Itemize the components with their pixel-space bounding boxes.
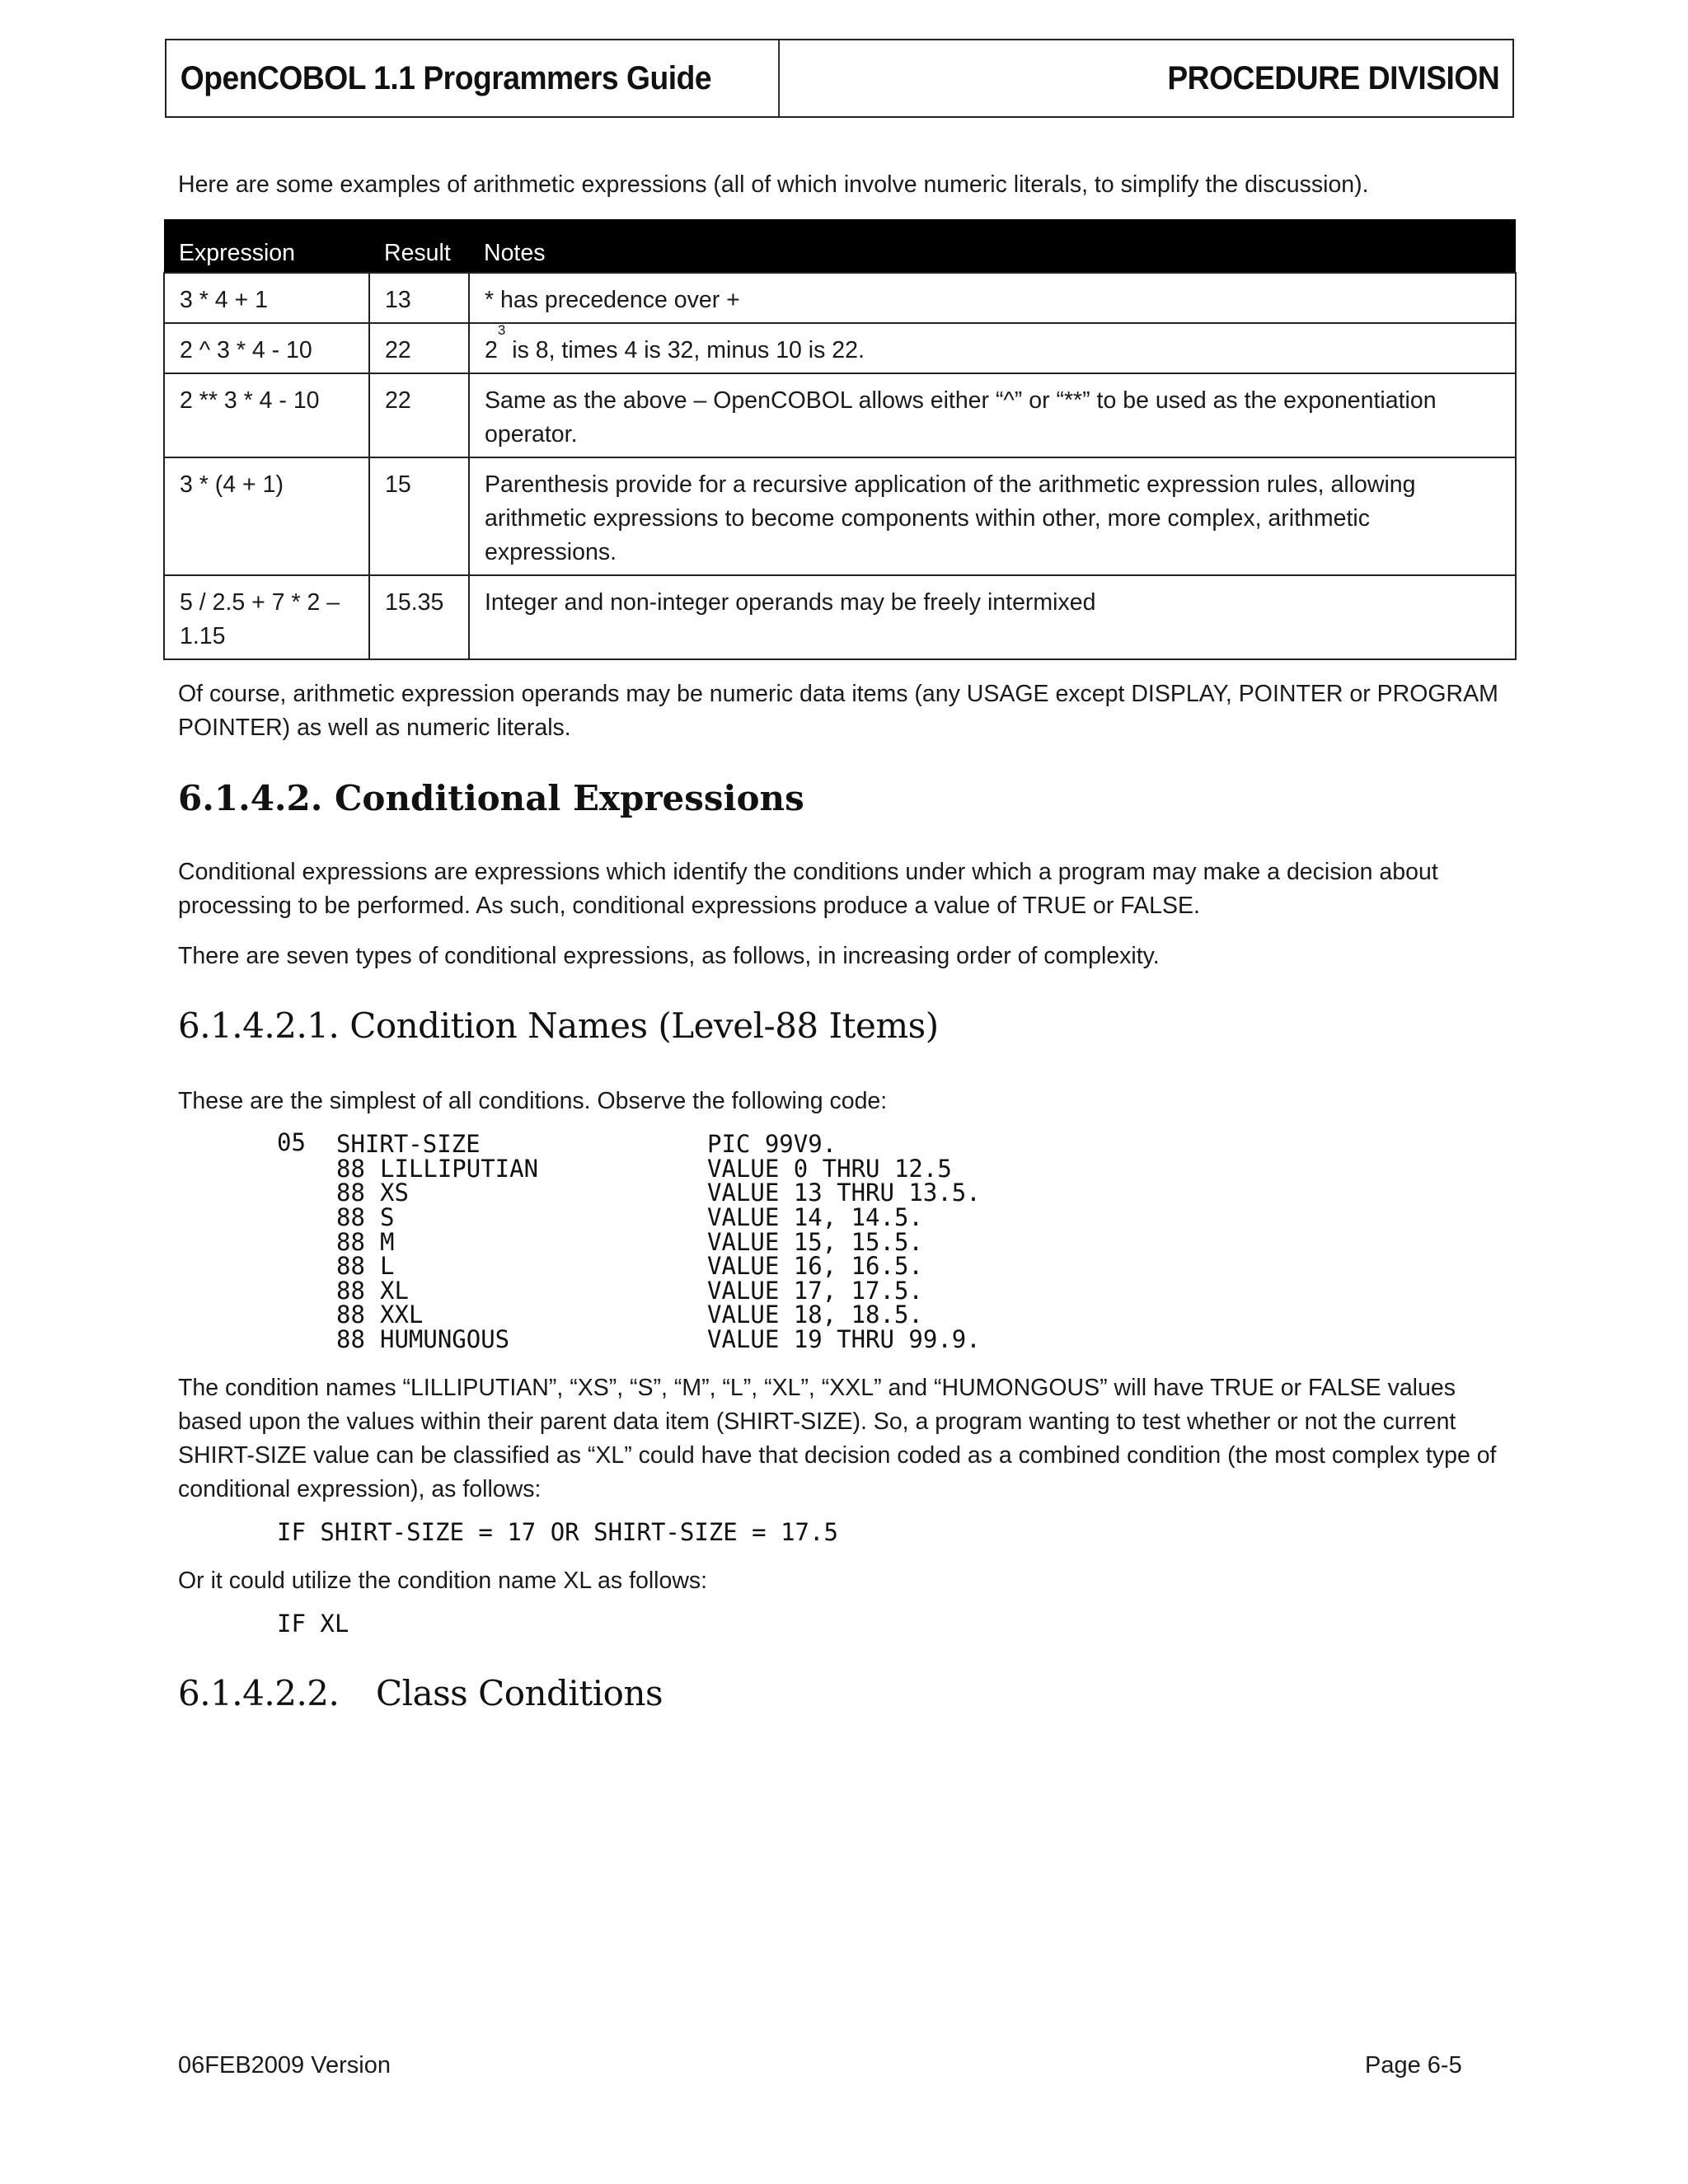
code-clause: VALUE 17, 17.5.	[707, 1277, 923, 1305]
notes-base: 2	[485, 337, 498, 363]
footer-version: 06FEB2009 Version	[178, 2052, 391, 2079]
page-header	[165, 39, 1514, 118]
table-row	[164, 323, 1516, 373]
code-level: 88	[336, 1228, 365, 1256]
section-heading-conditional-expressions: 6.1.4.2. Conditional Expressions	[178, 778, 804, 818]
table-row	[164, 457, 1516, 575]
code-level: 88	[336, 1203, 365, 1231]
cell-expression: 3 * (4 + 1)	[164, 457, 369, 575]
code-name: LILLIPUTIAN	[380, 1155, 539, 1183]
cell-result: 15.35	[369, 575, 469, 659]
cell-notes: Same as the above – OpenCOBOL allows either “^” or “**” to be used as the exponentiation operator.	[469, 373, 1516, 457]
code-level: 88	[336, 1155, 365, 1183]
code-name: XS	[380, 1179, 409, 1207]
cell-notes: Integer and non-integer operands may be freely intermixed	[469, 575, 1516, 659]
cell-result: 15	[369, 457, 469, 575]
code-clause: VALUE 18, 18.5.	[707, 1301, 923, 1329]
condition-name-code: IF XL	[277, 1610, 349, 1638]
code-level: 05	[277, 1128, 306, 1156]
cell-expression: 5 / 2.5 + 7 * 2 – 1.15	[164, 575, 369, 659]
cell-expression: 2 ** 3 * 4 - 10	[164, 373, 369, 457]
footer-page-number: Page 6-5	[1365, 2052, 1462, 2079]
cell-notes: Parenthesis provide for a recursive application of the arithmetic expression rules, allowing arithmetic expressions to become components within other, more complex, arithmetic expressions.	[469, 457, 1516, 575]
intro-paragraph: Here are some examples of arithmetic expressions (all of which involve numeric literals, to simplify the discussion).	[178, 171, 1369, 198]
code-clause: VALUE 0 THRU 12.5	[707, 1155, 952, 1183]
notes-text: is 8, times 4 is 32, minus 10 is 22.	[505, 337, 865, 363]
table-row	[164, 273, 1516, 323]
cell-notes: * has precedence over +	[469, 273, 1516, 323]
column-header-result: Result	[369, 219, 469, 273]
code-clause: VALUE 13 THRU 13.5.	[707, 1179, 981, 1207]
combined-condition-code: IF SHIRT-SIZE = 17 OR SHIRT-SIZE = 17.5	[277, 1518, 838, 1546]
column-header-expression: Expression	[164, 219, 369, 273]
operands-paragraph: Of course, arithmetic expression operands may be numeric data items (any USAGE except DISPLAY, POINTER or PROGRAM POINTER) as well as numeric literals.	[178, 681, 1498, 741]
code-name: L	[380, 1252, 395, 1280]
cell-result: 22	[369, 373, 469, 457]
condition-names-intro: These are the simplest of all conditions. Observe the following code:	[178, 1088, 888, 1114]
conditional-types-paragraph: There are seven types of conditional expressions, as follows, in increasing order of complexity.	[178, 943, 1160, 969]
header-section-title-text: PROCEDURE DIVISION	[1167, 59, 1499, 96]
table-row	[164, 373, 1516, 457]
code-level: 88	[336, 1325, 365, 1353]
code-clause: PIC 99V9.	[707, 1130, 837, 1158]
code-level: 88	[336, 1179, 365, 1207]
arithmetic-examples-table	[163, 219, 1517, 660]
code-level: 88	[336, 1301, 365, 1329]
cell-expression: 3 * 4 + 1	[164, 273, 369, 323]
section-heading-class-conditions: Class Conditions	[376, 1673, 663, 1713]
section-heading-condition-names: 6.1.4.2.1. Condition Names (Level-88 Items)	[178, 1005, 939, 1046]
section-number-class-conditions: 6.1.4.2.2.	[178, 1673, 340, 1713]
cell-notes	[469, 323, 1516, 373]
header-section-title	[826, 40, 1512, 116]
condition-name-usage-paragraph: Or it could utilize the condition name XL as follows:	[178, 1568, 708, 1594]
column-header-notes: Notes	[469, 219, 1516, 273]
table-row	[164, 575, 1516, 659]
cell-expression: 2 ^ 3 * 4 - 10	[164, 323, 369, 373]
table-header-row	[164, 219, 1516, 273]
code-clause: VALUE 19 THRU 99.9.	[707, 1325, 981, 1353]
notes-superscript: 3	[497, 322, 506, 338]
code-level: 88	[336, 1252, 365, 1280]
code-name: XL	[380, 1277, 409, 1305]
code-name: SHIRT-SIZE	[336, 1130, 481, 1158]
code-name: HUMUNGOUS	[380, 1325, 510, 1353]
code-clause: VALUE 15, 15.5.	[707, 1228, 923, 1256]
code-name: XXL	[380, 1301, 424, 1329]
condition-names-explanation: The condition names “LILLIPUTIAN”, “XS”, “S”, “M”, “L”, “XL”, “XXL” and “HUMONGOUS” will have TRUE or FALSE values based upon the values within their parent data item (SHIRT-SIZE). So, a program wanting to test whether or not the current SHIRT-SIZE value can be classified as “XL” could have that decision coded as a combined condition (the most complex type of conditional expression), as follows:	[178, 1375, 1497, 1502]
conditional-intro-paragraph: Conditional expressions are expressions which identify the conditions under which a program may make a decision about processing to be performed. As such, conditional expressions produce a value of TRUE or FALSE.	[178, 859, 1438, 919]
code-name: S	[380, 1203, 395, 1231]
code-name: M	[380, 1228, 395, 1256]
code-clause: VALUE 14, 14.5.	[707, 1203, 923, 1231]
header-guide-title: OpenCOBOL 1.1 Programmers Guide	[166, 40, 780, 116]
code-clause: VALUE 16, 16.5.	[707, 1252, 923, 1280]
code-level: 88	[336, 1277, 365, 1305]
cell-result: 22	[369, 323, 469, 373]
cell-result: 13	[369, 273, 469, 323]
